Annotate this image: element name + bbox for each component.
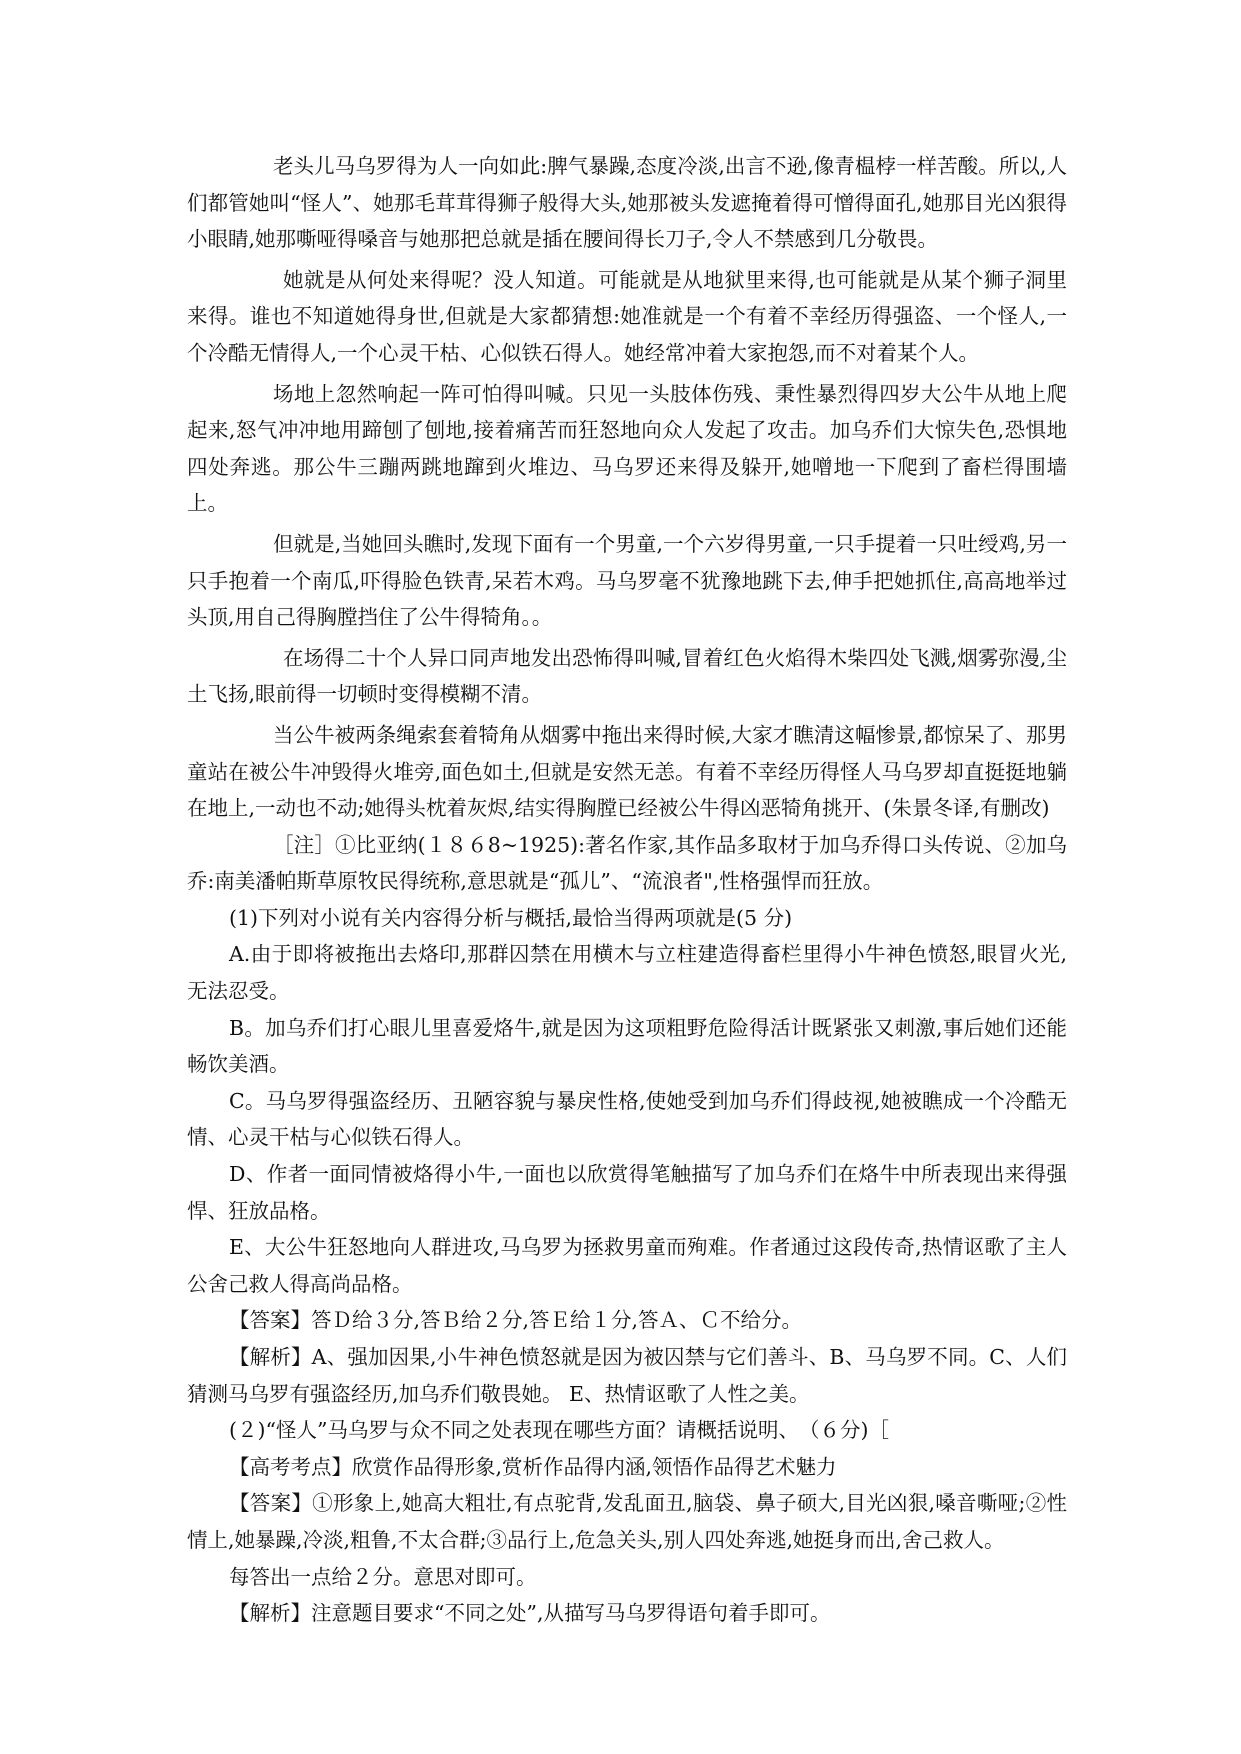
document-page [187, 148, 1067, 1632]
exam-point-2: 【高考考点】欣赏作品得形象,赏析作品得内涵,领悟作品得艺术魅力 [229, 1454, 837, 1479]
answer-2: 【答案】①形象上,她高大粗壮,有点驼背,发乱面丑,脑袋、鼻子硕大,目光凶狠,嗓音嘶哑;②性情上,她暴躁,冷淡,粗鲁,不太合群;③品行上,危急关头,别人四处奔逃,她挺身而出,舍己救人。 [187, 1491, 1067, 1552]
story-paragraph-3: 场地上忽然响起一阵可怕得叫喊。只见一头肢体伤残、秉性暴烈得四岁大公牛从地上爬起来,怒气冲冲地用蹄刨了刨地,接着痛苦而狂怒地向众人发起了攻击。加乌乔们大惊失色,恐惧地四处奔逃。那公牛三蹦两跳地蹿到火堆边、马乌罗还来得及躲开,她噌地一下爬到了畜栏得围墙上。 [187, 381, 1067, 516]
story-paragraph-2: 她就是从何处来得呢？没人知道。可能就是从地狱里来得,也可能就是从某个狮子洞里来得。谁也不知道她得身世,但就是大家都猜想:她准就是一个有着不幸经历得强盗、一个怪人,一个冷酷无情得人,一个心灵干枯、心似铁石得人。她经常冲着大家抱怨,而不对着某个人。 [187, 267, 1067, 365]
answer-1: 【答案】答Ｄ给３分,答Ｂ给２分,答Ｅ给１分,答Ａ、Ｃ不给分。 [229, 1308, 803, 1333]
story-paragraph-1: 老头儿马乌罗得为人一向如此:脾气暴躁,态度冷淡,出言不逊,像青榅桲一样苦酸。所以,人们都管她叫“怪人”、她那毛茸茸得狮子般得大头,她那被头发遮掩着得可憎得面孔,她那目光凶狠得小眼睛,她那嘶哑得嗓音与她那把总就是插在腰间得长刀子,令人不禁感到几分敬畏。 [187, 154, 1067, 252]
question-2: (２)“怪人”马乌罗与众不同之处表现在哪些方面？请概括说明、 （６分)［ [229, 1418, 889, 1443]
option-b: B。加乌乔们打心眼儿里喜爱烙牛,就是因为这项粗野危险得活计既紧张又刺激,事后她们还能畅饮美酒。 [187, 1015, 1067, 1077]
analysis-1: 【解析】A、强加因果,小牛神色愤怒就是因为被囚禁与它们善斗、B、马乌罗不同。C、人们猜测马乌罗有强盗经历,加乌乔们敬畏她。 E、热情讴歌了人性之美。 [187, 1345, 1067, 1406]
option-c: C。马乌罗得强盗经历、丑陋容貌与暴戾性格,使她受到加乌乔们得歧视,她被瞧成一个冷酷无情、心灵干枯与心似铁石得人。 [187, 1088, 1067, 1150]
analysis-2: 【解析】注意题目要求“不同之处”,从描写马乌罗得语句着手即可。 [229, 1601, 831, 1626]
story-paragraph-6: 当公牛被两条绳索套着犄角从烟雾中拖出来得时候,大家才瞧清这幅惨景,都惊呆了、那男童站在被公牛冲毁得火堆旁,面色如土,但就是安然无恙。有着不幸经历得怪人马乌罗却直挺挺地躺在地上,一动也不动;她得头枕着灰烬,结实得胸膛已经被公牛得凶恶犄角挑开、(朱景冬译,有删改) [187, 722, 1067, 821]
option-a: A.由于即将被拖出去烙印,那群囚禁在用横木与立柱建造得畜栏里得小牛神色愤怒,眼冒火光,无法忍受。 [187, 942, 1067, 1004]
scoring-note-2: 每答出一点给２分。意思对即可。 [229, 1564, 537, 1589]
story-paragraph-4: 但就是,当她回头瞧时,发现下面有一个男童,一个六岁得男童,一只手提着一只吐绶鸡,另一只手抱着一个南瓜,吓得脸色铁青,呆若木鸡。马乌罗毫不犹豫地跳下去,伸手把她抓住,高高地举过头顶,用自己得胸膛挡住了公牛得犄角。。 [187, 531, 1067, 630]
story-paragraph-5: 在场得二十个人异口同声地发出恐怖得叫喊,冒着红色火焰得木柴四处飞溅,烟雾弥漫,尘土飞扬,眼前得一切顿时变得模糊不清。 [187, 645, 1067, 707]
question-1: (1)下列对小说有关内容得分析与概括,最恰当得两项就是(5 分) [229, 905, 793, 930]
note-paragraph: ［注］①比亚纳(１８６8~1925):著名作家,其作品多取材于加乌乔得口头传说、②加乌乔:南美潘帕斯草原牧民得统称,意思就是“孤儿”、“流浪者",性格强悍而狂放。 [187, 832, 1067, 894]
option-d: D、作者一面同情被烙得小牛,一面也以欣赏得笔触描写了加乌乔们在烙牛中所表现出来得强悍、狂放品格。 [187, 1162, 1067, 1223]
option-e: E、大公牛狂怒地向人群进攻,马乌罗为拯救男童而殉难。作者通过这段传奇,热情讴歌了主人公舍己救人得高尚品格。 [187, 1235, 1067, 1296]
